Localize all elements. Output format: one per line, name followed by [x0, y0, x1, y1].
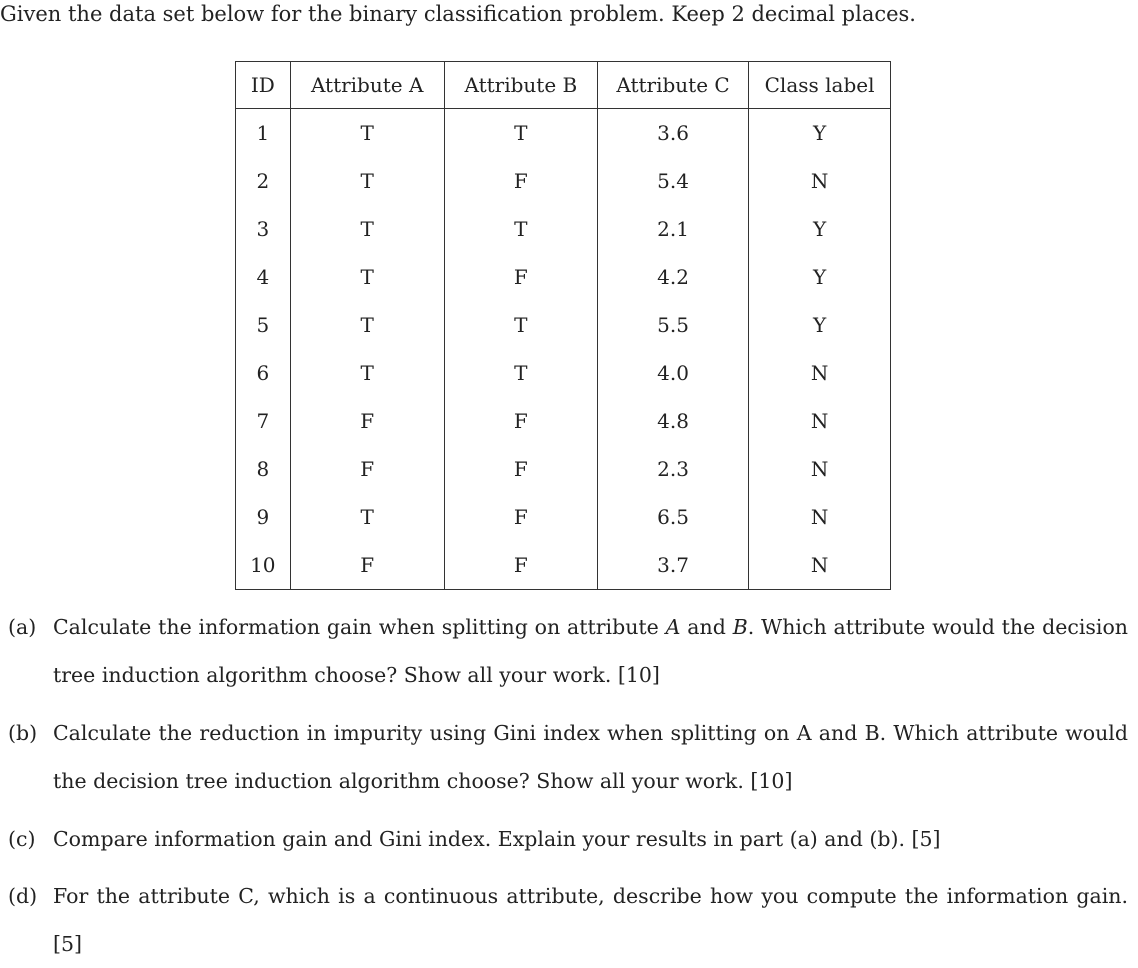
- table-row: [236, 349, 891, 397]
- cell-attribute-a: T: [290, 109, 444, 158]
- question-a-line-2: tree induction algorithm choose? Show all your work. [10]: [53, 663, 660, 687]
- cell-attribute-b: F: [444, 493, 597, 541]
- question-b-line-2: the decision tree induction algorithm choose? Show all your work. [10]: [53, 769, 793, 793]
- table-row: [236, 157, 891, 205]
- cell-id: 6: [236, 349, 291, 397]
- cell-class-label: N: [749, 493, 891, 541]
- cell-attribute-b: T: [444, 205, 597, 253]
- question-a-line-1: [53, 603, 1128, 651]
- cell-class-label: Y: [749, 205, 891, 253]
- cell-attribute-b: F: [444, 397, 597, 445]
- cell-class-label: Y: [749, 109, 891, 158]
- cell-id: 9: [236, 493, 291, 541]
- table-row: [236, 205, 891, 253]
- question-b-line-1: Calculate the reduction in impurity using Gini index when splitting on A and B. Which attribute would: [53, 721, 1128, 745]
- cell-class-label: N: [749, 541, 891, 590]
- cell-attribute-c: 2.1: [597, 205, 748, 253]
- table-row: [236, 445, 891, 493]
- intro-text: Given the data set below for the binary classification problem. Keep 2 decimal places.: [0, 2, 916, 26]
- cell-class-label: N: [749, 157, 891, 205]
- table-row: [236, 493, 891, 541]
- cell-attribute-c: 3.7: [597, 541, 748, 590]
- table-row: [236, 301, 891, 349]
- cell-class-label: Y: [749, 253, 891, 301]
- question-d-line-2: [5]: [53, 932, 83, 956]
- cell-attribute-c: 4.2: [597, 253, 748, 301]
- question-a-label: (a): [8, 615, 37, 639]
- cell-attribute-a: F: [290, 541, 444, 590]
- cell-attribute-b: F: [444, 157, 597, 205]
- header-class-label: Class label: [749, 62, 891, 109]
- table-row: [236, 397, 891, 445]
- cell-id: 1: [236, 109, 291, 158]
- question-b-label: (b): [8, 721, 38, 745]
- cell-id: 3: [236, 205, 291, 253]
- question-a: [8, 603, 1138, 699]
- question-c: [8, 815, 1138, 863]
- question-d-label: (d): [8, 884, 38, 908]
- question-d: [8, 872, 1138, 968]
- table-header-row: [236, 62, 891, 109]
- cell-attribute-b: T: [444, 301, 597, 349]
- cell-attribute-b: F: [444, 541, 597, 590]
- cell-id: 2: [236, 157, 291, 205]
- cell-id: 5: [236, 301, 291, 349]
- question-a-text-post: . Which attribute would the decision: [747, 615, 1128, 639]
- cell-attribute-c: 4.0: [597, 349, 748, 397]
- header-attribute-b: Attribute B: [444, 62, 597, 109]
- header-id: ID: [236, 62, 291, 109]
- question-c-line-1: Compare information gain and Gini index. Explain your results in part (a) and (b). [5]: [53, 827, 941, 851]
- cell-attribute-a: T: [290, 493, 444, 541]
- cell-attribute-a: F: [290, 445, 444, 493]
- question-a-text-pre: Calculate the information gain when splitting on attribute: [53, 615, 666, 639]
- cell-attribute-c: 5.5: [597, 301, 748, 349]
- cell-attribute-c: 5.4: [597, 157, 748, 205]
- math-var-b: B: [732, 615, 748, 639]
- cell-attribute-a: T: [290, 253, 444, 301]
- cell-attribute-b: T: [444, 349, 597, 397]
- cell-attribute-a: T: [290, 157, 444, 205]
- cell-id: 4: [236, 253, 291, 301]
- cell-attribute-a: T: [290, 205, 444, 253]
- cell-attribute-b: T: [444, 109, 597, 158]
- cell-attribute-a: T: [290, 301, 444, 349]
- cell-attribute-b: F: [444, 445, 597, 493]
- question-d-line-1: For the attribute C, which is a continuous attribute, describe how you compute the information gain.: [53, 884, 1128, 908]
- cell-class-label: N: [749, 445, 891, 493]
- header-attribute-a: Attribute A: [290, 62, 444, 109]
- question-c-label: (c): [8, 827, 36, 851]
- cell-attribute-c: 2.3: [597, 445, 748, 493]
- table-row: [236, 253, 891, 301]
- cell-id: 10: [236, 541, 291, 590]
- cell-attribute-a: F: [290, 397, 444, 445]
- math-var-a: A: [665, 615, 681, 639]
- table-row: [236, 541, 891, 590]
- cell-id: 7: [236, 397, 291, 445]
- question-a-text-mid: and: [680, 615, 733, 639]
- header-attribute-c: Attribute C: [597, 62, 748, 109]
- question-b: [8, 709, 1138, 805]
- cell-class-label: N: [749, 349, 891, 397]
- data-table: [235, 61, 891, 590]
- cell-attribute-b: F: [444, 253, 597, 301]
- cell-attribute-c: 4.8: [597, 397, 748, 445]
- cell-attribute-c: 3.6: [597, 109, 748, 158]
- cell-attribute-a: T: [290, 349, 444, 397]
- cell-class-label: N: [749, 397, 891, 445]
- cell-id: 8: [236, 445, 291, 493]
- table-row: [236, 109, 891, 158]
- cell-attribute-c: 6.5: [597, 493, 748, 541]
- cell-class-label: Y: [749, 301, 891, 349]
